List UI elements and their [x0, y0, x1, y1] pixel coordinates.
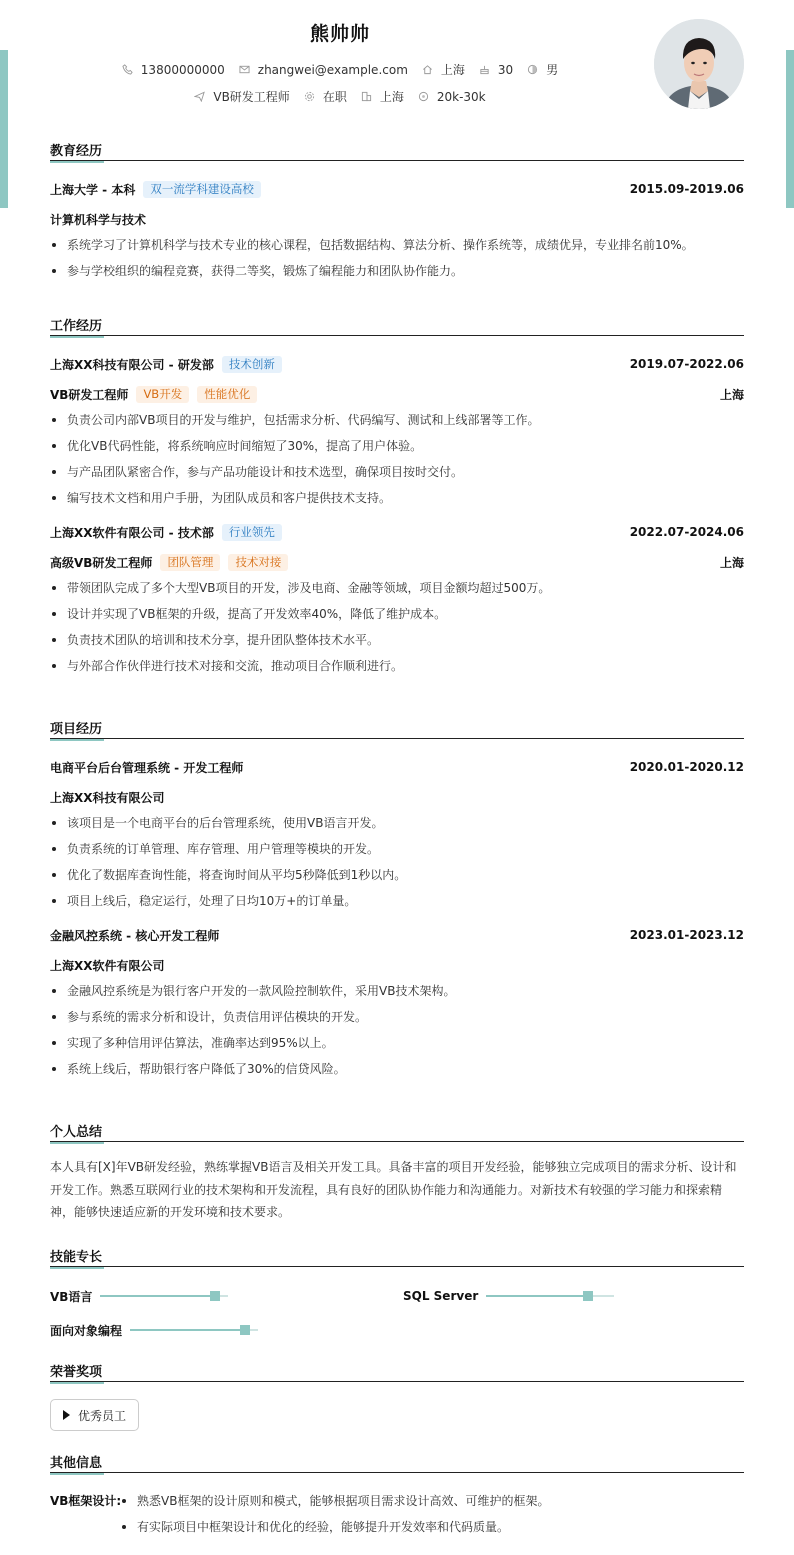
play-icon: [63, 1410, 70, 1420]
other-row: [50, 1488, 744, 1540]
age-info: [479, 63, 513, 77]
list-item: 带领团队完成了多个大型VB项目的开发，涉及电商、金融等领域，项目金额均超过500万。: [50, 575, 744, 601]
project-name: 电商平台后台管理系统 - 开发工程师: [50, 760, 244, 775]
list-item: 系统学习了计算机科学与技术专业的核心课程，包括数据结构、算法分析、操作系统等，成绩优异，专业排名前10%。: [50, 232, 744, 258]
awards-section: [50, 1361, 744, 1431]
skill-name: 面向对象编程: [50, 1323, 123, 1338]
list-item: 编写技术文档和用户手册，为团队成员和客户提供技术支持。: [50, 485, 744, 511]
mail-icon: [239, 64, 250, 75]
other-section: [50, 1452, 744, 1540]
email-info: [239, 63, 408, 77]
school-name: 上海大学 - 本科: [50, 182, 136, 197]
city-text: 上海: [440, 63, 465, 77]
list-item: 优化VB代码性能，将系统响应时间缩短了30%，提高了用户体验。: [50, 433, 744, 459]
phone-info: [122, 63, 225, 77]
avatar-portrait: [654, 19, 744, 109]
work-company-row: [50, 523, 744, 541]
skill-fill: [100, 1295, 215, 1297]
skills-section: [50, 1246, 744, 1346]
list-item: 参与学校组织的编程竞赛，获得二等奖，锻炼了编程能力和团队协作能力。: [50, 258, 744, 284]
work-location: 上海: [719, 555, 744, 570]
status-text: 在职: [322, 90, 347, 104]
list-item: 该项目是一个电商平台的后台管理系统，使用VB语言开发。: [50, 810, 744, 836]
company-tag: 技术创新: [222, 356, 282, 373]
summary-text: 本人具有[X]年VB研发经验，熟练掌握VB语言及相关开发工具。具备丰富的项目开发经验，能够独立完成项目的需求分析、设计和开发工作。熟悉互联网行业的技术架构和开发流程，具有良好的团队协作能力和沟通能力。对新技术有较强的学习能力和探索精神，能够快速适应新的开发环境和技术要求。: [50, 1160, 737, 1219]
skill-knob: [240, 1325, 250, 1335]
role-tag: 技术对接: [228, 554, 288, 571]
list-item: 熟悉VB框架的设计原则和模式，能够根据项目需求设计高效、可维护的框架。: [120, 1488, 549, 1514]
work-role-row: [50, 385, 744, 403]
role-tag: 团队管理: [160, 554, 220, 571]
status-info: [304, 88, 347, 105]
skill-bar: [130, 1329, 258, 1331]
education-major-row: [50, 210, 744, 228]
list-item: 有实际项目中框架设计和优化的经验，能够提升开发效率和代码质量。: [120, 1514, 549, 1540]
role-tag: 性能优化: [197, 386, 257, 403]
role-name: 高级VB研发工程师: [50, 555, 153, 570]
company-name: 上海XX软件有限公司 - 技术部: [50, 525, 214, 540]
city-info: [422, 61, 465, 78]
project-company-row: [50, 788, 744, 806]
other-title: 其他信息: [50, 1452, 744, 1472]
project-bullets: [50, 978, 744, 1082]
projects-title: 项目经历: [50, 718, 744, 738]
work-company-row: [50, 355, 744, 373]
list-item: 项目上线后，稳定运行，处理了日均10万+的订单量。: [50, 888, 744, 914]
skills-title: 技能专长: [50, 1246, 744, 1266]
school-tag: 双一流学科建设高校: [143, 181, 261, 198]
list-item: 金融风控系统是为银行客户开发的一款风险控制软件，采用VB技术架构。: [50, 978, 744, 1004]
salary-text: 20k-30k: [436, 89, 486, 104]
work-location: 上海: [719, 387, 744, 402]
skill-fill: [486, 1295, 588, 1297]
education-school-row: [50, 180, 744, 198]
gear-icon: [304, 91, 315, 102]
summary-section: [50, 1121, 744, 1224]
work-title: 工作经历: [50, 315, 744, 335]
target-city-text: 上海: [379, 90, 404, 104]
gender-icon: [527, 64, 538, 75]
contact-row: [0, 61, 680, 78]
list-item: 与产品团队紧密合作，参与产品功能设计和技术选型，确保项目按时交付。: [50, 459, 744, 485]
list-item: 负责公司内部VB项目的开发与维护，包括需求分析、代码编写、测试和上线部署等工作。: [50, 407, 744, 433]
job-title-text: VB研发工程师: [213, 90, 290, 104]
target-city-info: [361, 88, 404, 105]
cake-icon: [479, 64, 490, 75]
list-item: 设计并实现了VB框架的升级，提高了开发效率40%，降低了维护成本。: [50, 601, 744, 627]
skill-bar: [100, 1295, 228, 1297]
skill-item: [403, 1287, 614, 1305]
coin-icon: [418, 91, 429, 102]
list-item: 负责系统的订单管理、库存管理、用户管理等模块的开发。: [50, 836, 744, 862]
list-item: 系统上线后，帮助银行客户降低了30%的信贷风险。: [50, 1056, 744, 1082]
education-bullets: [50, 232, 744, 284]
skill-knob: [210, 1291, 220, 1301]
email-text: zhangwei@example.com: [257, 62, 408, 77]
candidate-name: 熊帅帅: [309, 23, 370, 45]
education-section: [50, 140, 744, 284]
summary-title: 个人总结: [50, 1121, 744, 1141]
work-period: 2022.07-2024.06: [629, 525, 744, 539]
resume-header: [0, 0, 794, 130]
work-period: 2019.07-2022.06: [629, 357, 744, 371]
gender-info: [527, 61, 558, 78]
project-company: 上海XX软件有限公司: [50, 958, 165, 973]
company-tag: 行业领先: [222, 524, 282, 541]
phone-text: 13800000000: [140, 62, 225, 77]
skill-fill: [130, 1329, 245, 1331]
work-bullets: [50, 407, 744, 511]
work-bullets: [50, 575, 744, 679]
list-item: 实现了多种信用评估算法，准确率达到95%以上。: [50, 1030, 744, 1056]
work-role-row: [50, 553, 744, 571]
skill-bar: [486, 1295, 614, 1297]
skill-name: SQL Server: [403, 1289, 479, 1303]
skill-knob: [583, 1291, 593, 1301]
salary-info: [418, 90, 486, 104]
skill-item: [50, 1321, 258, 1339]
send-icon: [194, 91, 205, 102]
project-bullets: [50, 810, 744, 914]
building-icon: [361, 91, 372, 102]
role-tag: VB开发: [136, 386, 189, 403]
list-item: 与外部合作伙伴进行技术对接和交流，推动项目合作顺利进行。: [50, 653, 744, 679]
project-company-row: [50, 956, 744, 974]
major-name: 计算机科学与技术: [50, 212, 147, 227]
role-name: VB研发工程师: [50, 387, 129, 402]
other-bullets: [120, 1488, 549, 1540]
skill-item: [50, 1287, 228, 1305]
home-icon: [422, 64, 433, 75]
skill-name: VB语言: [50, 1289, 93, 1304]
avatar: [654, 19, 744, 109]
project-name-row: [50, 926, 744, 944]
awards-title: 荣誉奖项: [50, 1361, 744, 1381]
list-item: 优化了数据库查询性能，将查询时间从平均5秒降低到1秒以内。: [50, 862, 744, 888]
project-period: 2023.01-2023.12: [629, 928, 744, 942]
project-name-row: [50, 758, 744, 776]
award-label: 优秀员工: [78, 1408, 127, 1423]
other-label: VB框架设计:: [50, 1494, 122, 1508]
age-text: 30: [497, 62, 514, 77]
education-period: 2015.09-2019.06: [629, 182, 744, 196]
education-title: 教育经历: [50, 140, 744, 160]
project-period: 2020.01-2020.12: [629, 760, 744, 774]
project-company: 上海XX科技有限公司: [50, 790, 165, 805]
projects-section: [50, 718, 744, 1082]
job-title-info: [194, 88, 289, 105]
list-item: 负责技术团队的培训和技术分享，提升团队整体技术水平。: [50, 627, 744, 653]
work-section: [50, 315, 744, 679]
project-name: 金融风控系统 - 核心开发工程师: [50, 928, 220, 943]
job-row: [0, 88, 680, 105]
award-item[interactable]: [50, 1399, 139, 1431]
gender-text: 男: [546, 63, 559, 77]
list-item: 参与系统的需求分析和设计，负责信用评估模块的开发。: [50, 1004, 744, 1030]
company-name: 上海XX科技有限公司 - 研发部: [50, 357, 214, 372]
phone-icon: [122, 64, 133, 75]
